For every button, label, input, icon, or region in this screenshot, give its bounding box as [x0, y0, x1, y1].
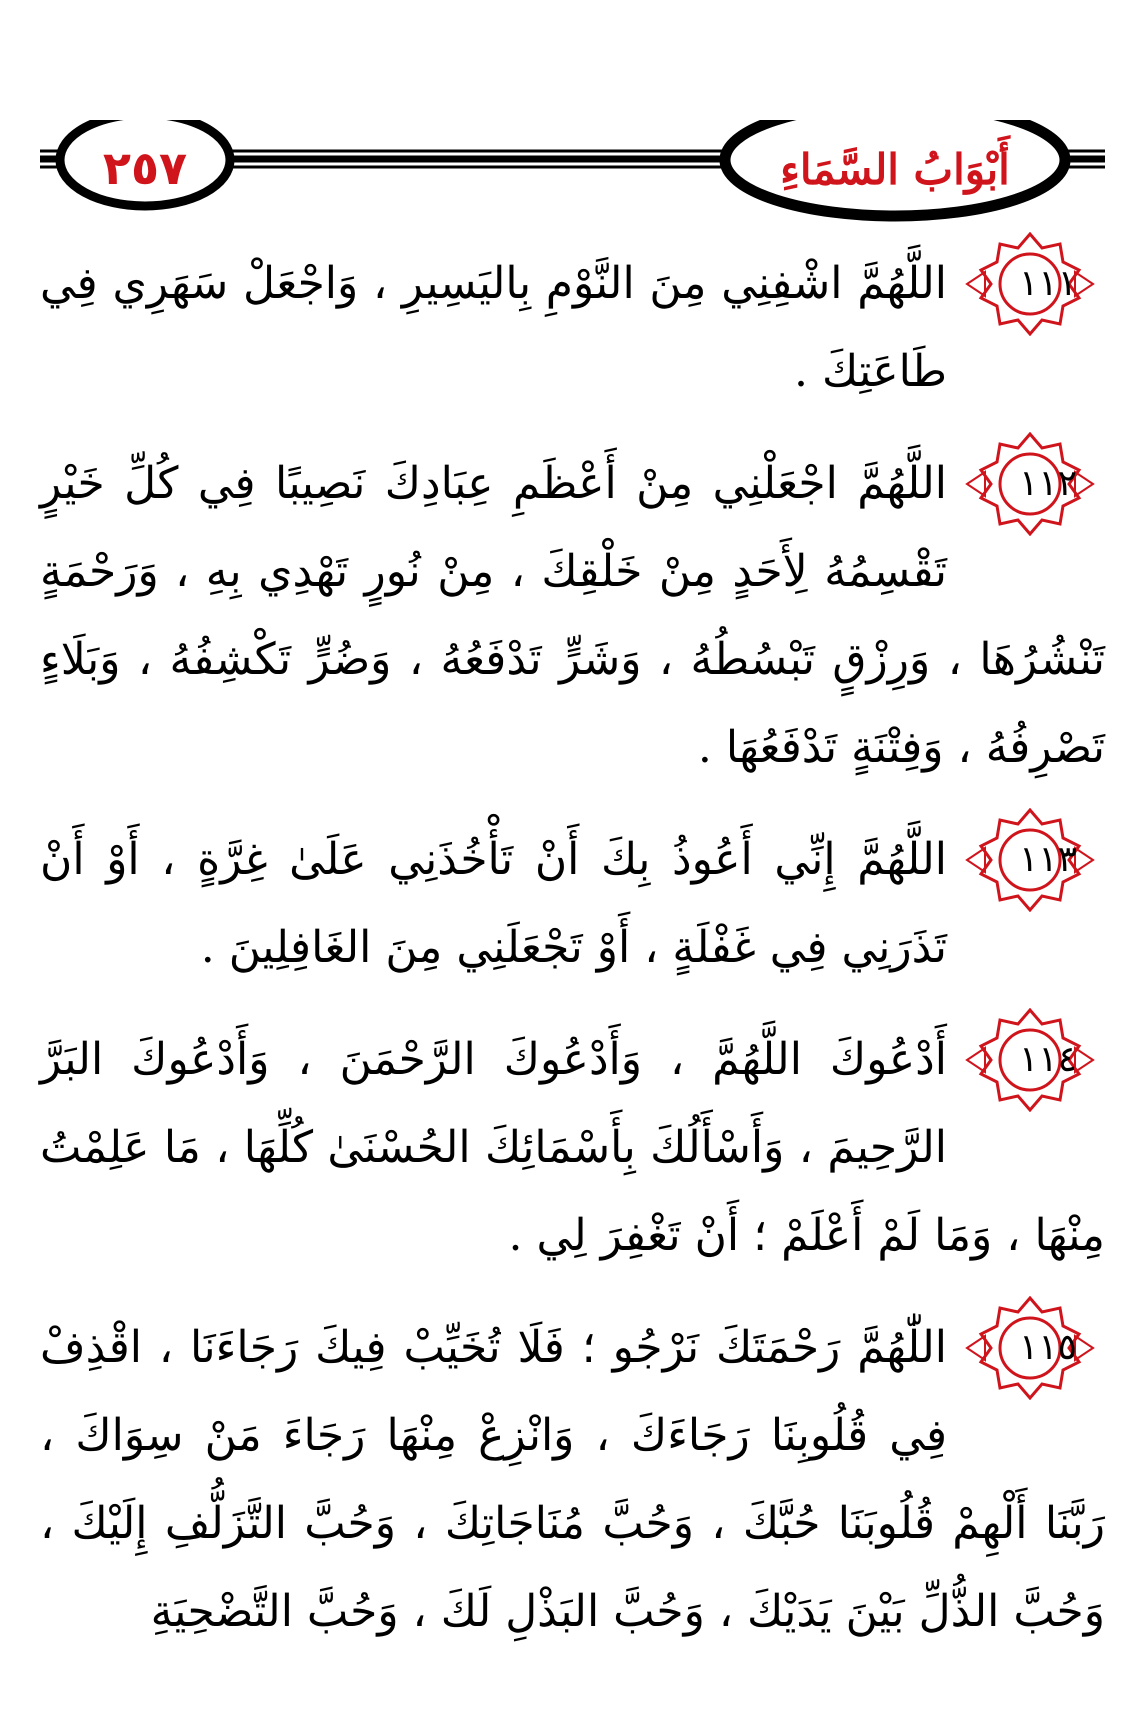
dua-text: اللَّهُمَّ اجْعَلْنِي مِنْ أَعْظَمِ عِبَادِكَ نَصِيبًا فِي كُلِّ خَيْرٍ تَقْسِمُهُ لِأَحَدٍ مِنْ خَلْقِكَ ، مِنْ نُورٍ تَهْدِي بِهِ ، وَرَحْمَةٍ تَنْشُرُهَا ، وَرِزْقٍ تَبْسُطُهُ ، وَشَرٍّ تَدْفَعُهُ ، وَضُرٍّ تَكْشِفُهُ ، وَبَلَاءٍ تَصْرِفُهُ ، وَفِتْنَةٍ تَدْفَعُهَا .	[40, 458, 1105, 773]
dua-number: ١١٢	[1018, 463, 1077, 504]
dua-paragraph	[40, 440, 1105, 792]
dua-number-medallion	[955, 432, 1105, 536]
dua-number: ١١١	[1018, 263, 1077, 304]
dua-text: أَدْعُوكَ اللَّهُمَّ ، وَأَدْعُوكَ الرَّحْمَنَ ، وَأَدْعُوكَ البَرَّ الرَّحِيمَ ، وَأَسْأَلُكَ بِأَسْمَائِكَ الحُسْنَىٰ كُلِّهَا ، مَا عَلِمْتُ مِنْهَا ، وَمَا لَمْ أَعْلَمْ ؛ أَنْ تَغْفِرَ لِي .	[40, 1034, 1105, 1261]
dua-paragraph	[40, 1304, 1105, 1656]
dua-number: ١١٥	[1018, 1327, 1077, 1368]
dua-paragraph	[40, 240, 1105, 416]
page-number: ٢٥٧	[102, 141, 188, 195]
dua-number: ١١٣	[1018, 839, 1077, 880]
dua-paragraph	[40, 1016, 1105, 1280]
dua-number-medallion	[955, 808, 1105, 912]
dua-text: اللَّهُمَّ اشْفِنِي مِنَ النَّوْمِ بِاليَسِيرِ ، وَاجْعَلْ سَهَرِي فِي طَاعَتِكَ .	[40, 258, 947, 397]
dua-number-medallion	[955, 1296, 1105, 1400]
dua-number: ١١٤	[1018, 1039, 1077, 1080]
chapter-title: أَبْوَابُ السَّمَاءِ	[780, 145, 1010, 194]
dua-text: اللَّهُمَّ إِنِّي أَعُوذُ بِكَ أَنْ تَأْخُذَنِي عَلَىٰ غِرَّةٍ ، أَوْ أَنْ تَذَرَنِي فِي غَفْلَةٍ ، أَوْ تَجْعَلَنِي مِنَ الغَافِلِينَ .	[40, 834, 947, 973]
main-content	[40, 240, 1105, 1680]
dua-number-medallion	[955, 232, 1105, 336]
dua-number-medallion	[955, 1008, 1105, 1112]
dua-paragraph	[40, 816, 1105, 992]
dua-text: اللّٰهُمَّ رَحْمَتَكَ نَرْجُو ؛ فَلَا تُخَيِّبْ فِيكَ رَجَاءَنَا ، اقْذِفْ فِي قُلُوبِنَا رَجَاءَكَ ، وَانْزِعْ مِنْهَا رَجَاءَ مَنْ سِوَاكَ ، رَبَّنَا أَلْهِمْ قُلُوبَنَا حُبَّكَ ، وَحُبَّ مُنَاجَاتِكَ ، وَحُبَّ التَّزَلُّفِ إِلَيْكَ ، وَحُبَّ الذُّلِّ بَيْنَ يَدَيْكَ ، وَحُبَّ البَذْلِ لَكَ ، وَحُبَّ التَّضْحِيَةِ	[40, 1322, 1105, 1637]
